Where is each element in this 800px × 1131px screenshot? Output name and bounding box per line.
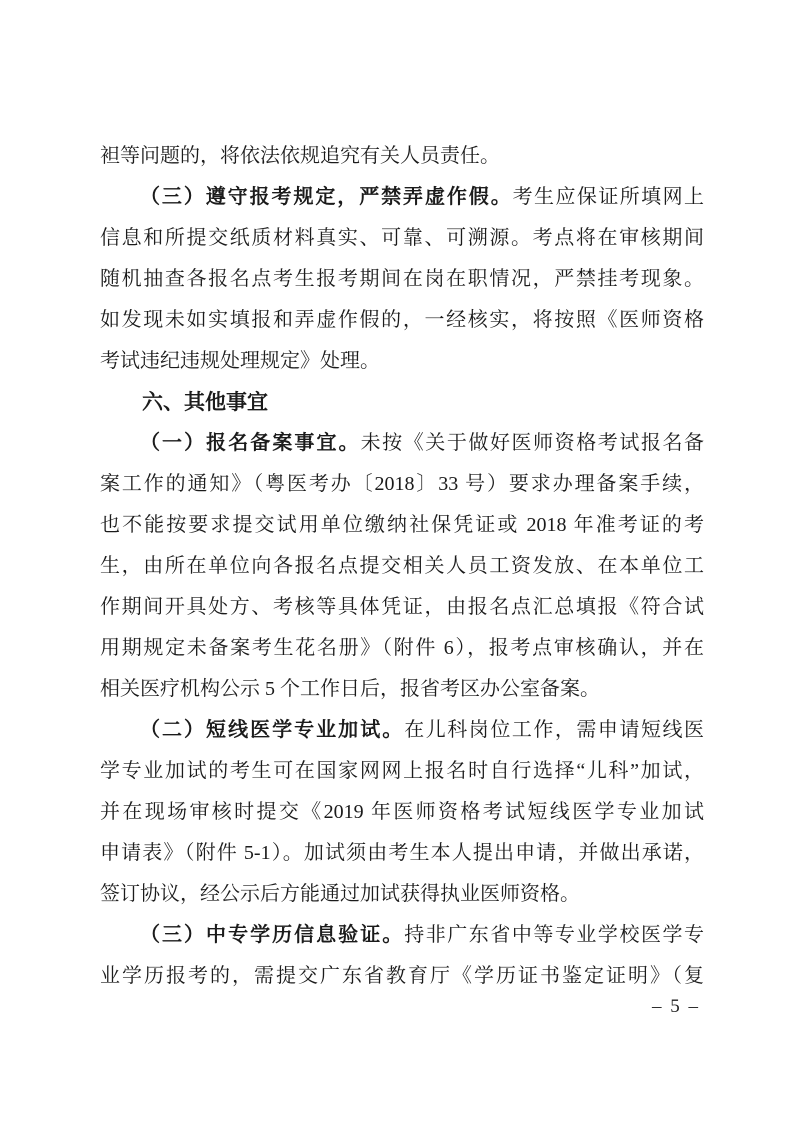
doc-line: 申请表》（附件 5-1）。加试须由考生本人提出申请，并做出承诺， [100, 842, 704, 864]
run-in-heading: （三）遵守报考规定，严禁弄虚作假。 [140, 186, 513, 208]
doc-line [100, 915, 704, 956]
doc-line [100, 177, 704, 218]
doc-line: 袒等问题的，将依法依规追究有关人员责任。 [100, 145, 500, 167]
doc-line: 随机抽查各报名点考生报考期间在岗在职情况，严禁挂考现象。 [100, 268, 704, 290]
doc-line [100, 423, 704, 464]
run-in-heading: （三）中专学历信息验证。 [140, 924, 405, 946]
doc-line: 如发现未如实填报和弄虚作假的，一经核实，将按照《医师资格 [100, 309, 704, 331]
page-number: – 5 – [652, 996, 700, 1017]
doc-line-text: 考生应保证所填网上 [512, 186, 705, 208]
doc-line: 业学历报考的，需提交广东省教育厅《学历证书鉴定证明》（复 [100, 965, 704, 987]
doc-line: 并在现场审核时提交《2019 年医师资格考试短线医学专业加试 [100, 801, 704, 823]
run-in-heading: （二）短线医学专业加试。 [140, 719, 405, 741]
doc-line: 作期间开具处方、考核等具体凭证，由报名点汇总填报《符合试 [100, 596, 704, 618]
doc-line [100, 710, 704, 751]
doc-line: 用期规定未备案考生花名册》（附件 6），报考点审核确认，并在 [100, 637, 704, 659]
doc-line: 也不能按要求提交试用单位缴纳社保凭证或 2018 年准考证的考 [100, 514, 704, 536]
doc-line: 签订协议，经公示后方能通过加试获得执业医师资格。 [100, 883, 580, 905]
doc-line: 信息和所提交纸质材料真实、可靠、可溯源。考点将在审核期间 [100, 227, 704, 249]
doc-line-text: 持非广东省中等专业学校医学专 [404, 924, 705, 946]
doc-line: 生，由所在单位向各报名点提交相关人员工资发放、在本单位工 [100, 555, 704, 577]
doc-line-text: 未按《关于做好医师资格考试报名备 [360, 432, 705, 454]
run-in-heading: （一）报名备案事宜。 [140, 432, 361, 454]
doc-line: 案工作的通知》（粤医考办〔2018〕33 号）要求办理备案手续， [100, 473, 704, 495]
doc-line: 考试违纪违规处理规定》处理。 [100, 350, 380, 372]
section-heading-other-matters: 六、其他事宜 [142, 391, 268, 414]
document-body [100, 136, 704, 997]
doc-line: 学专业加试的考生可在国家网网上报名时自行选择“儿科”加试， [100, 760, 704, 782]
doc-line: 相关医疗机构公示 5 个工作日后，报省考区办公室备案。 [100, 678, 600, 700]
doc-line-text: 在儿科岗位工作，需申请短线医 [404, 719, 705, 741]
